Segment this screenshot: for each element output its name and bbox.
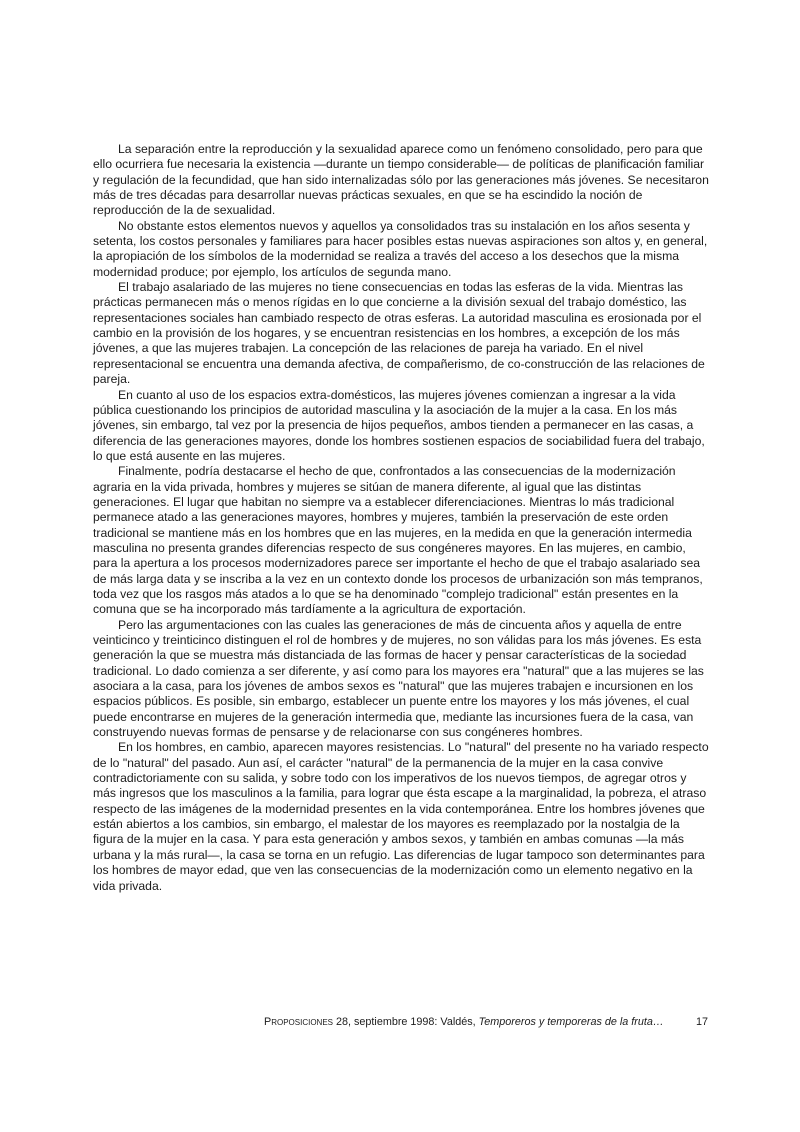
footer-journal-name: Proposiciones xyxy=(264,1016,333,1028)
footer-citation xyxy=(264,1015,664,1029)
body-paragraph-7: En los hombres, en cambio, aparecen mayores resistencias. Lo "natural" del presente no ha variado respecto de lo "natural" del pasado. Aun así, el carácter "natural" de la permanencia de la mujer en la casa convive contradictoriamente con su salida, y sobre todo con los imperativos de los nuevos tiempos, de agregar otros y más ingresos que los masculinos a la familia, para lograr que ésta escape a la marginalidad, la pobreza, el atraso respecto de las imágenes de la modernidad presentes en la vida contemporánea. Entre los hombres jóvenes que están abiertos a los cambios, sin embargo, el malestar de los mayores es reemplazado por la nostalgia de la figura de la mujer en la casa. Y para esta generación y ambos sexos, y también en ambas comunas —la más urbana y la más rural—, la casa se torna en un refugio. Las diferencias de lugar tampoco son determinantes para los hombres de mayor edad, que ven las consecuencias de la modernización como un elemento negativo en la vida privada. xyxy=(93,740,709,893)
body-paragraph-1: La separación entre la reproducción y la sexualidad aparece como un fenómeno consolidado, pero para que ello ocurriera fue necesaria la existencia —durante un tiempo considerable— de políticas de planificación familiar y regulación de la fecundidad, que han sido internalizadas sólo por las generaciones más jóvenes. Se necesitaron más de tres décadas para desarrollar nuevas prácticas sexuales, en que se ha escindido la noción de reproducción de la de sexualidad. xyxy=(93,142,709,218)
footer-issue-info: 28, septiembre 1998: Valdés, xyxy=(333,1016,479,1028)
page-number: 17 xyxy=(695,1016,708,1028)
body-paragraph-3: El trabajo asalariado de las mujeres no tiene consecuencias en todas las esferas de la vida. Mientras las prácticas permanecen más o menos rígidas en lo que concierne a la división sexual del trabajo doméstico, las representaciones sociales han cambiado respecto de otras esferas. La autoridad masculina es erosionada por el cambio en la provisión de los hogares, y se encuentran resistencias en los hombres, a excepción de los más jóvenes, a que las mujeres trabajen. La concepción de las relaciones de pareja ha variado. En el nivel representacional se encuentra una demanda afectiva, de compañerismo, de co-construcción de las relaciones de pareja. xyxy=(93,280,705,387)
article-body xyxy=(93,142,711,894)
body-paragraph-2: No obstante estos elementos nuevos y aquellos ya consolidados tras su instalación en los años sesenta y setenta, los costos personales y familiares para hacer posibles estas nuevas aspiraciones son altos y, en general, la apropiación de los símbolos de la modernidad se realiza a través del acceso a los desechos que la misma modernidad produce; por ejemplo, los artículos de segunda mano. xyxy=(93,218,708,279)
footer-article-title: Temporeros y temporeras de la fruta… xyxy=(478,1016,664,1028)
body-paragraph-4: En cuanto al uso de los espacios extra-domésticos, las mujeres jóvenes comienzan a ingresar a la vida pública cuestionando los principios de autoridad masculina y la asociación de la mujer a la casa. En los más jóvenes, sin embargo, tal vez por la presencia de hijos pequeños, ambos tienden a permanecer en las casas, a diferencia de las generaciones mayores, donde los hombres sostienen espacios de sociabilidad fuera del trabajo, lo que está ausente en las mujeres. xyxy=(93,387,705,463)
body-paragraph-5: Finalmente, podría destacarse el hecho de que, confrontados a las consecuencias de la modernización agraria en la vida privada, hombres y mujeres se sitúan de manera diferente, al igual que las distintas generaciones. El lugar que habitan no siempre va a establecer diferenciaciones. Mientras lo más tradicional permanece atado a las generaciones mayores, hombres y mujeres, también la preservación de este orden tradicional se mantiene más en los hombres que en las mujeres, en la medida en que la generación intermedia masculina no presenta grandes diferencias respecto de sus congéneres mayores. En las mujeres, en cambio, para la apertura a los procesos modernizadores parece ser importante el hecho de que el trabajo asalariado sea de más larga data y se inscriba a la vez en un contexto donde los procesos de urbanización son más tempranos, toda vez que los rasgos más atados a lo que se ha denominado "complejo tradicional" están presentes en la comuna que se ha incorporado más tardíamente a la agricultura de exportación. xyxy=(93,464,703,617)
body-paragraph-6: Pero las argumentaciones con las cuales las generaciones de más de cincuenta años y aquella de entre veinticinco y treinticinco distinguen el rol de hombres y de mujeres, no son válidas para los más jóvenes. Es esta generación la que se muestra más distanciada de las formas de hacer y pensar características de la sociedad tradicional. Lo dado comienza a ser diferente, y así como para los mayores era "natural" que a las mujeres se las asociara a la casa, para los jóvenes de ambos sexos es "natural" que las mujeres trabajen e incursionen en los espacios públicos. Es posible, sin embargo, establecer un puente entre los mayores y los más jóvenes, el cual puede encontrarse en mujeres de la generación intermedia que, mediante las incursiones fuera de la casa, van construyendo nuevas formas de pensarse y de relacionarse con sus congéneres hombres. xyxy=(93,617,704,740)
page-footer xyxy=(264,1015,708,1029)
